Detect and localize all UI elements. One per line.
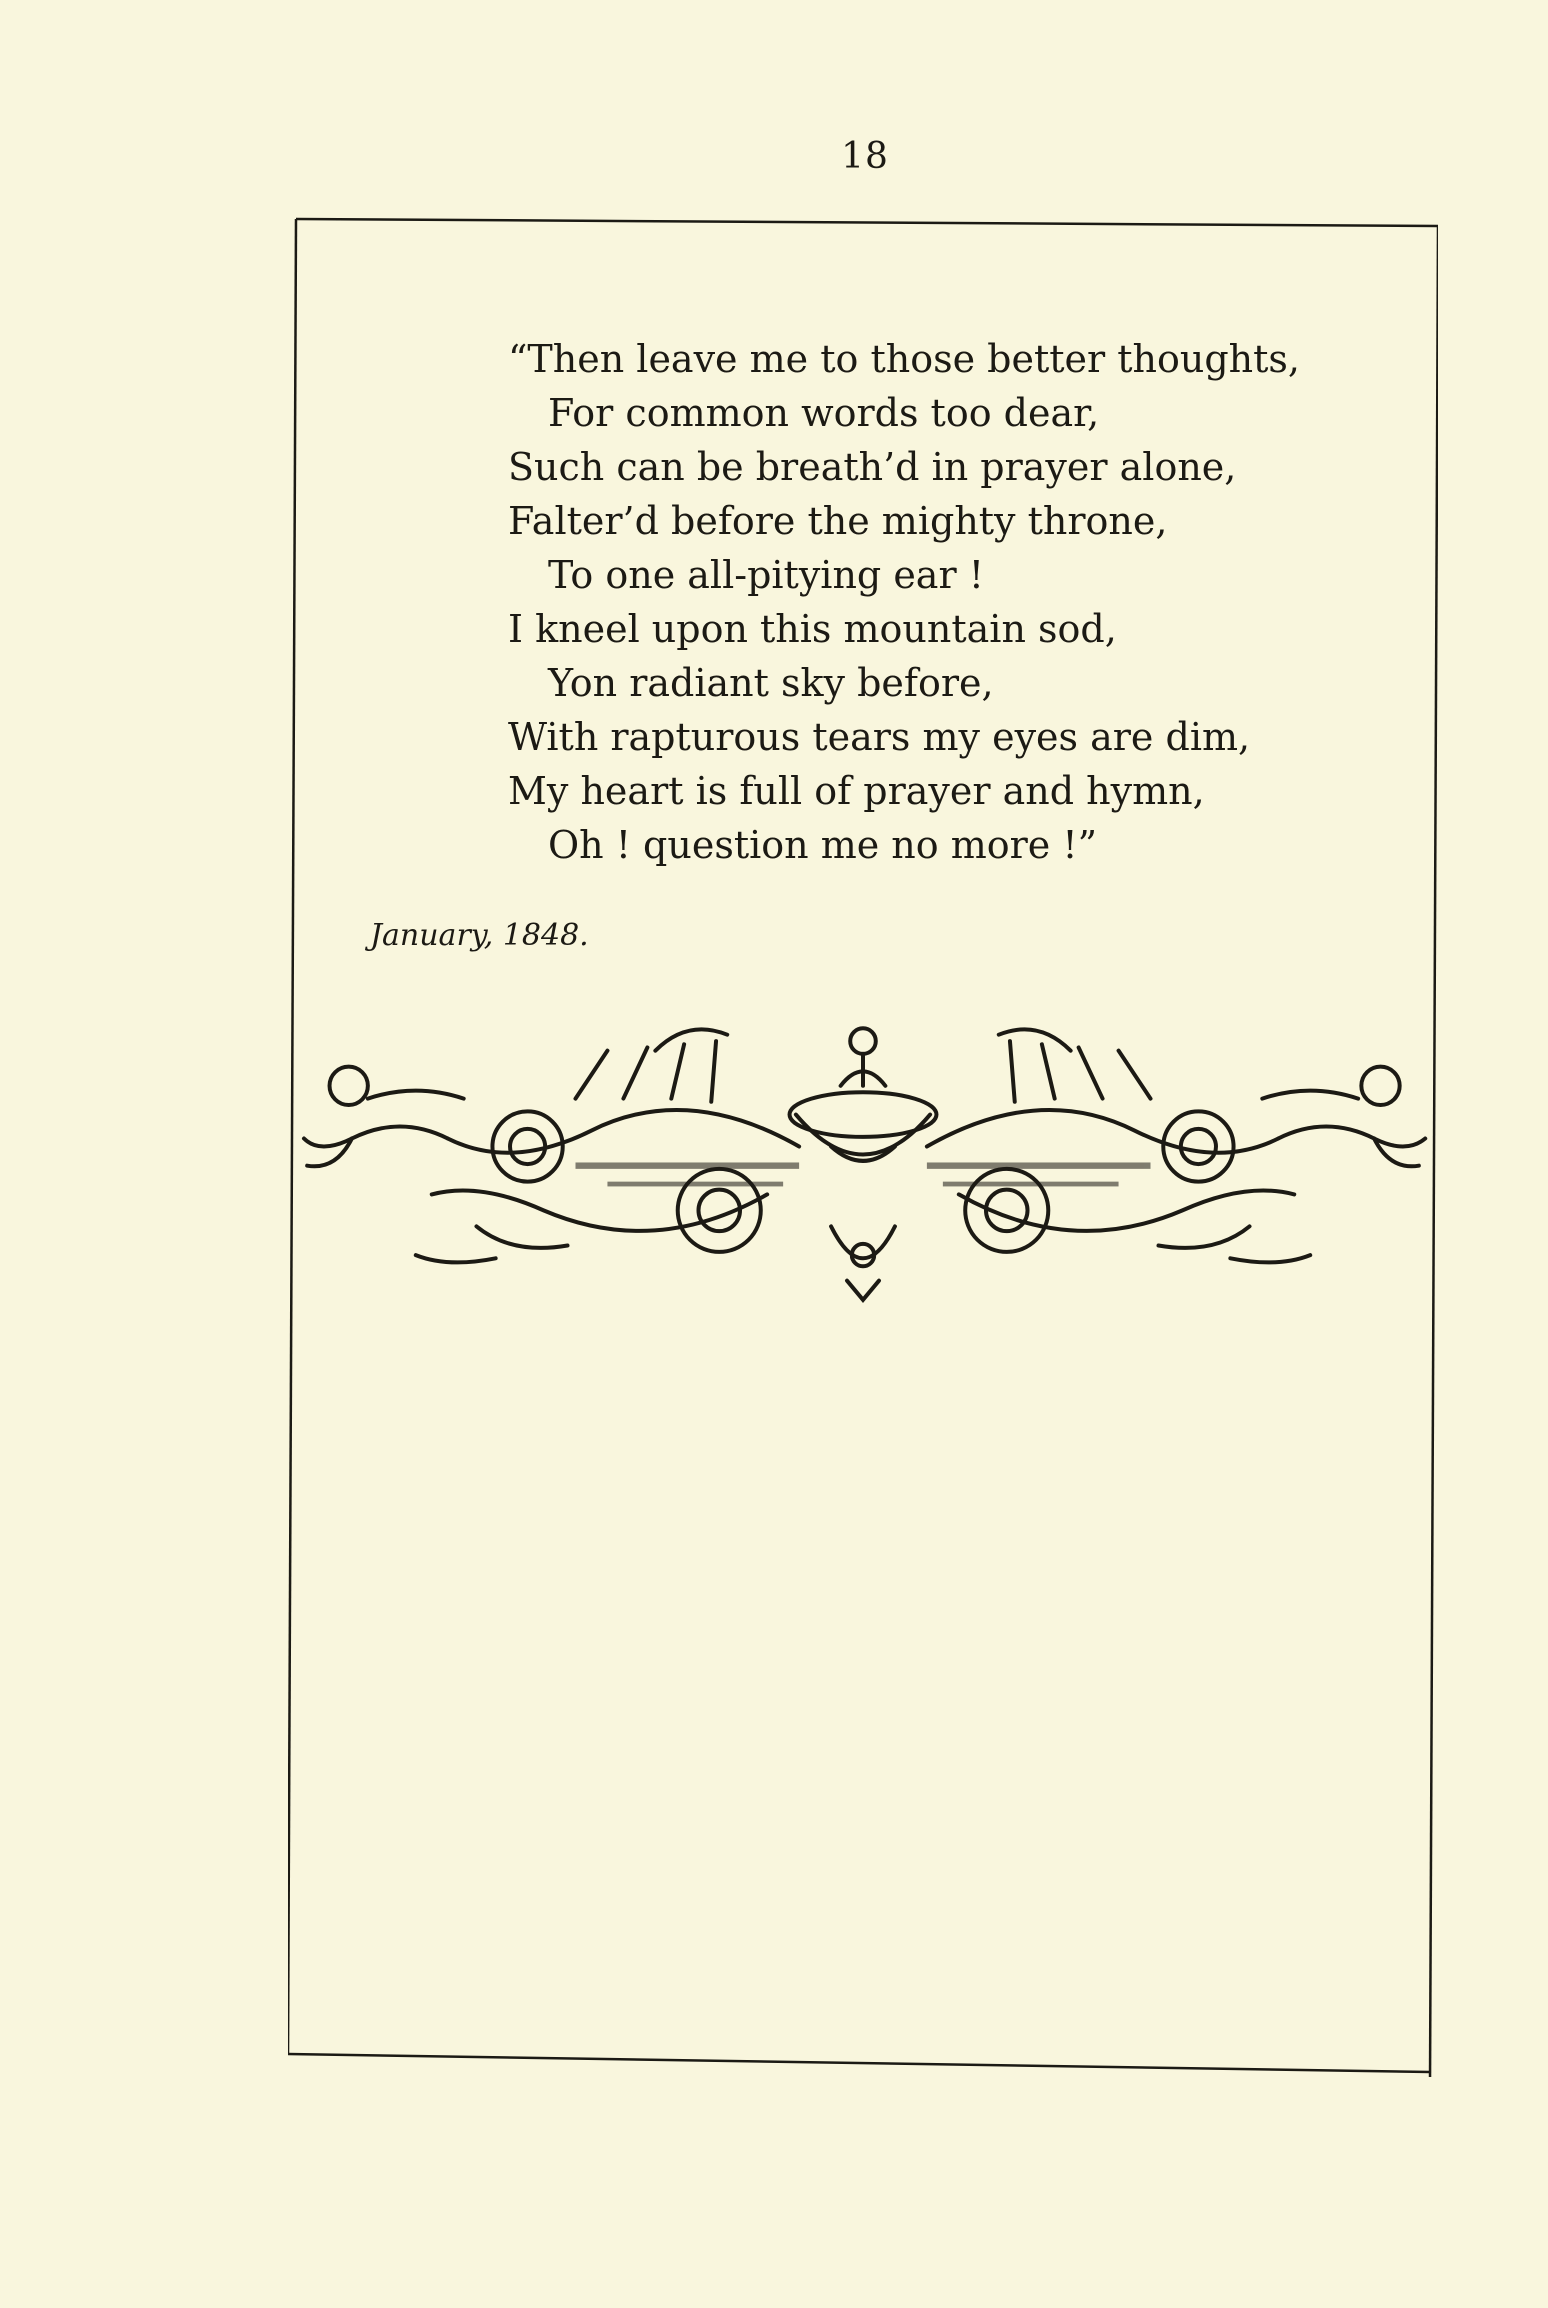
- ruled-frame: [288, 216, 1438, 2077]
- page-number: 18: [841, 136, 889, 177]
- poem-line: To one all-pitying ear !: [548, 553, 984, 597]
- poem-line: My heart is full of prayer and hymn,: [508, 769, 1205, 813]
- poem-line: With rapturous tears my eyes are dim,: [508, 715, 1251, 759]
- poem-line: Such can be breath’d in prayer alone,: [508, 445, 1237, 489]
- poem-line: Yon radiant sky before,: [548, 661, 994, 705]
- poem-line: Oh ! question me no more !”: [548, 823, 1098, 867]
- floral-vignette-icon: [288, 216, 1438, 2077]
- dateline: January, 1848.: [370, 918, 589, 953]
- poem-line: Falter’d before the mighty throne,: [508, 499, 1168, 543]
- poem-line: “Then leave me to those better thoughts,: [508, 337, 1300, 381]
- poem-line: For common words too dear,: [548, 391, 1100, 435]
- poem-line: I kneel upon this mountain sod,: [508, 607, 1117, 651]
